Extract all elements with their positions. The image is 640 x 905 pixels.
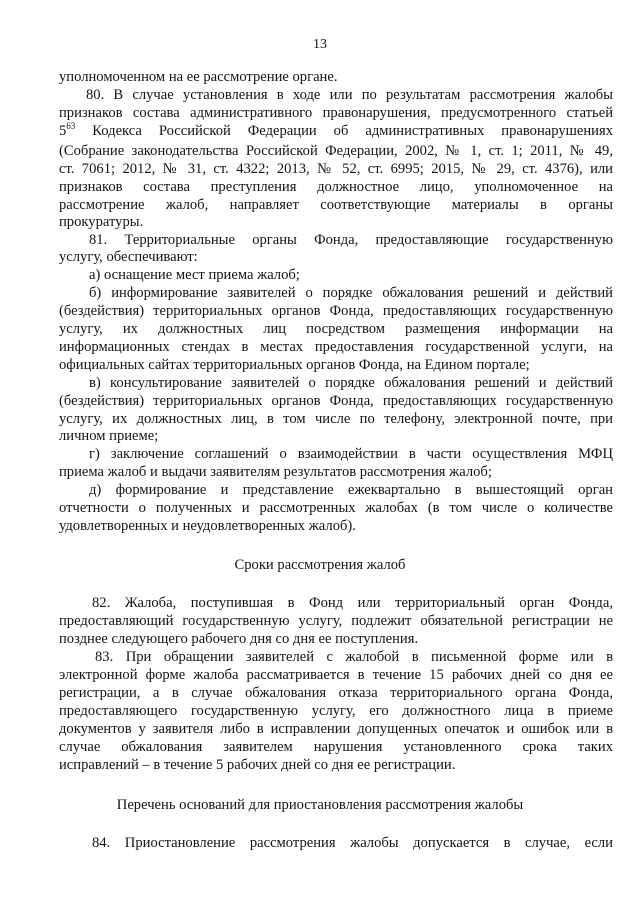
text-line: прокуратуры.: [59, 214, 144, 230]
text-line: уполномоченном на ее рассмотрение органе.: [59, 69, 338, 85]
text-line: рассмотрение жалоб, направляет соответствующие материалы в органы: [59, 197, 613, 213]
text-line: услугу, их должностных лиц, в том числе по телефону, электронной почте, при: [59, 411, 613, 427]
paragraph-83-start: 83. При обращении заявителей с жалобой в письменной форме или в: [95, 649, 613, 665]
text-line: предоставляющий государственную услугу, подлежит обязательной регистрации не: [59, 613, 613, 629]
text-line: документов у заявителя либо в исправлении допущенных опечаток и ошибок или в: [59, 721, 613, 737]
text-line: личном приеме;: [59, 428, 159, 444]
text-line: услугу, их должностных лиц посредством размещения информации на: [59, 321, 613, 337]
section-heading-suspension-grounds: Перечень оснований для приостановления рассмотрения жалобы: [116, 797, 524, 813]
text-line: ст. 7061; 2012, № 31, ст. 4322; 2013, № 52, ст. 6995; 2015, № 29, ст. 4376), или: [59, 161, 613, 177]
text-line: услугу, обеспечивают:: [59, 249, 198, 265]
text-line: случае обжалования заявителем нарушения установленного срока таких: [59, 739, 613, 755]
list-item-a: а) оснащение мест приема жалоб;: [89, 267, 300, 283]
paragraph-80-start: 80. В случае установления в ходе или по результатам рассмотрения жалобы: [86, 87, 613, 103]
text-line: (Собрание законодательства Российской Федерации, 2002, № 1, ст. 1; 2011, № 49,: [59, 143, 613, 159]
paragraph-82-start: 82. Жалоба, поступившая в Фонд или территориальный орган Фонда,: [92, 595, 613, 611]
text-line: позднее следующего рабочего дня со дня ее поступления.: [59, 631, 419, 647]
list-item-d: д) формирование и представление ежеквартально в вышестоящий орган: [89, 482, 613, 498]
text-line: отчетности о полученных и рассмотренных жалобах (в том числе о количестве: [59, 500, 613, 516]
text-line: информационных стендах в местах предоставления государственной услуги, на: [59, 339, 613, 355]
text-line: [59, 122, 613, 141]
list-item-b: б) информирование заявителей о порядке обжалования решений и действий: [89, 285, 613, 301]
text-line: приема жалоб и выдачи заявителям результатов рассмотрения жалоб;: [59, 464, 492, 480]
text-line: исправлений – в течение 5 рабочих дней со дня ее регистрации.: [59, 757, 456, 773]
text-line: официальных сайтах территориальных органов Фонда, на Едином портале;: [59, 357, 530, 373]
page-number: 13: [313, 37, 327, 52]
paragraph-81-start: 81. Территориальные органы Фонда, предоставляющие государственную: [89, 232, 613, 248]
text-line: предоставляющего государственную услугу, его должностного лица в приеме: [59, 703, 613, 719]
article-number: 5: [59, 123, 67, 139]
text-line: признаков состава административного правонарушения, предусмотренного статьей: [59, 105, 613, 121]
text-line: регистрации, а в случае обжалования отказа территориального органа Фонда,: [59, 685, 613, 701]
paragraph-84-start: 84. Приостановление рассмотрения жалобы допускается в случае, если: [92, 835, 613, 851]
text-line: электронной форме жалоба рассматривается в течение 15 рабочих дней со дня ее: [59, 667, 613, 683]
list-item-g: г) заключение соглашений о взаимодействии в части осуществления МФЦ: [89, 446, 613, 462]
text-line: признаков состава преступления должностное лицо, уполномоченное на: [59, 179, 613, 195]
section-heading-review-terms: Сроки рассмотрения жалоб: [234, 557, 406, 573]
text-line: удовлетворенных и неудовлетворенных жалоб).: [59, 518, 356, 534]
list-item-v: в) консультирование заявителей о порядке обжалования решений и действий: [89, 375, 613, 391]
text-line: (бездействия) территориальных органов Фонда, предоставляющих государственную: [59, 303, 613, 319]
text-fragment: Кодекса Российской Федерации об административных правонарушениях: [75, 123, 613, 139]
text-line: (бездействия) территориальных органов Фонда, предоставляющих государственную: [59, 393, 613, 409]
article-superscript: 63: [66, 122, 76, 131]
